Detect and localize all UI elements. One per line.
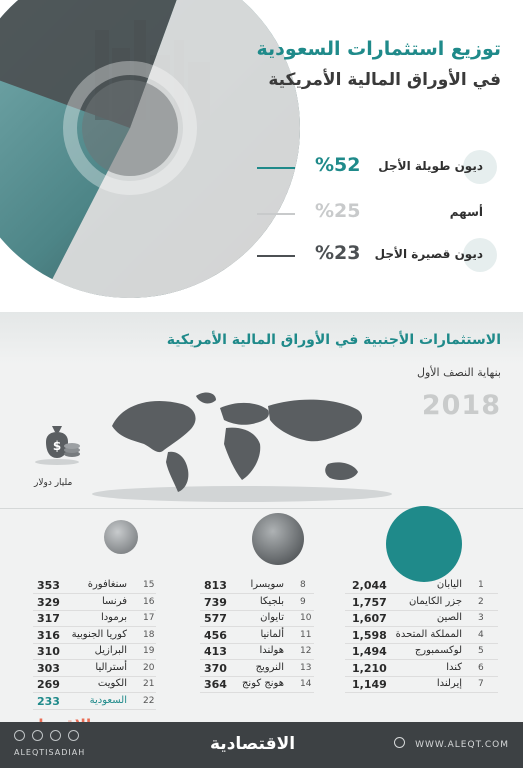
- section-title: الاستثمارات الأجنبية في الأوراق المالية الأمريكية: [166, 332, 501, 348]
- investment-value: 233: [37, 694, 60, 708]
- column-bubble-small: [104, 520, 138, 554]
- country-name: الصين: [436, 612, 462, 623]
- legend-connector-line: [257, 213, 295, 215]
- country-name: بلجيكا: [259, 595, 284, 607]
- rank-number: 21: [143, 679, 155, 689]
- footer: [0, 722, 523, 768]
- rank-number: 11: [300, 629, 312, 640]
- rank-number: 18: [143, 629, 155, 640]
- rank-number: 2: [478, 596, 484, 607]
- investment-value: 329: [37, 595, 60, 609]
- investment-value: 1,607: [352, 612, 387, 625]
- investment-value: 456: [204, 628, 227, 642]
- footer-url[interactable]: WWW.ALEQT.COM: [415, 740, 509, 750]
- legend-connector-line: [257, 255, 295, 257]
- country-name: سنغافورة: [87, 579, 127, 590]
- youtube-icon[interactable]: [68, 730, 79, 741]
- country-name: كوريا الجنوبية: [71, 628, 127, 640]
- country-name: الكويت: [97, 678, 127, 689]
- country-name: هونج كونج: [241, 678, 284, 689]
- section-divider: [0, 508, 523, 509]
- footer-logo: الاقتصادية: [210, 734, 296, 754]
- investment-value: 303: [37, 661, 60, 675]
- investment-value: 1,210: [352, 661, 387, 675]
- rank-number: 3: [478, 613, 484, 623]
- rank-number: 19: [143, 646, 155, 656]
- rank-number: 13: [300, 662, 312, 673]
- rank-number: 15: [143, 580, 155, 590]
- investment-value: 739: [204, 595, 227, 609]
- country-name: برمودا: [100, 612, 127, 623]
- country-name: المملكة المتحدة: [395, 628, 462, 640]
- table-row: [0, 578, 523, 594]
- legend-connector-line: [257, 167, 295, 169]
- table-row: [0, 628, 523, 644]
- rank-number: 22: [143, 695, 155, 706]
- legend-label: أسهم: [449, 205, 483, 219]
- legend-row-long-term-debt: [257, 150, 497, 184]
- twitter-icon[interactable]: [14, 730, 25, 741]
- investment-value: 269: [37, 678, 60, 691]
- investment-value: 1,494: [352, 645, 387, 658]
- table-row: [0, 677, 523, 693]
- legend-percent: %23: [315, 242, 361, 264]
- country-name: كندا: [446, 661, 462, 673]
- svg-text:$: $: [52, 439, 62, 453]
- investment-value: 413: [204, 645, 227, 658]
- country-name: إيرلندا: [436, 678, 462, 689]
- section-subtitle: بنهاية النصف الأول: [416, 366, 501, 379]
- country-name: ألمانيا: [260, 628, 284, 640]
- rank-number: 12: [300, 646, 312, 656]
- legend-row-stocks: [257, 196, 497, 230]
- investment-value: 1,757: [352, 595, 387, 609]
- snapchat-icon[interactable]: [50, 730, 61, 741]
- money-bag-icon: [32, 416, 86, 470]
- section-year: 2018: [421, 390, 501, 421]
- legend-percent: %25: [315, 200, 361, 222]
- investment-value: 353: [37, 579, 60, 592]
- world-map-icon: [92, 386, 392, 506]
- column-bubble-gray: [252, 513, 304, 565]
- rank-number: 5: [478, 646, 484, 656]
- table-row: [0, 611, 523, 627]
- footer-handle[interactable]: ALEQTISADIAH: [14, 748, 86, 757]
- country-name: النرويج: [255, 661, 284, 673]
- investment-value: 317: [37, 612, 60, 625]
- row-separator: [33, 709, 156, 710]
- rank-number: 10: [300, 613, 312, 623]
- legend-row-short-term-debt: [257, 238, 497, 272]
- instagram-icon[interactable]: [32, 730, 43, 741]
- country-name: سويسرا: [250, 579, 284, 590]
- investment-value: 364: [204, 678, 227, 691]
- unit-label: مليار دولار: [34, 478, 73, 488]
- title-line2: في الأوراق المالية الأمريكية: [268, 70, 501, 90]
- rank-number: 17: [143, 613, 155, 623]
- table-row: [0, 661, 523, 677]
- donut-chart: [0, 0, 300, 312]
- country-name: فرنسا: [101, 595, 127, 607]
- country-name: السعودية: [89, 694, 127, 706]
- legend-percent: %52: [315, 154, 361, 176]
- rank-number: 6: [478, 662, 484, 673]
- rank-number: 1: [478, 580, 484, 590]
- rank-number: 20: [143, 662, 155, 673]
- investment-value: 316: [37, 628, 60, 642]
- table-row: [0, 644, 523, 660]
- legend-label: ديون طويلة الأجل: [378, 159, 483, 173]
- rank-number: 9: [300, 596, 306, 607]
- investment-value: 370: [204, 661, 227, 675]
- country-name: اليابان: [436, 579, 462, 590]
- globe-icon: [394, 737, 405, 748]
- country-name: أستراليا: [95, 661, 127, 673]
- title-line1: توزيع استثمارات السعودية: [256, 38, 501, 60]
- investment-value: 1,598: [352, 628, 387, 642]
- rank-number: 16: [143, 596, 155, 607]
- donut-center: [82, 80, 178, 176]
- column-bubble-teal: [386, 506, 462, 582]
- investment-value: 310: [37, 645, 60, 658]
- country-name: تايوان: [260, 612, 284, 623]
- rank-number: 4: [478, 629, 484, 640]
- legend-label: ديون قصيرة الأجل: [374, 247, 483, 261]
- country-name: البرازيل: [94, 645, 127, 656]
- investment-value: 813: [204, 579, 227, 592]
- rank-number: 7: [478, 679, 484, 689]
- investment-value: 1,149: [352, 678, 387, 691]
- country-name: جزر الكايمان: [408, 595, 462, 607]
- country-name: هولندا: [259, 645, 284, 656]
- investment-value: 2,044: [352, 579, 387, 592]
- foreign-investment-section: [0, 312, 523, 722]
- rank-number: 8: [300, 580, 306, 590]
- investment-value: 577: [204, 612, 227, 625]
- country-name: لوكسمبورج: [414, 645, 462, 656]
- table-row: [0, 595, 523, 611]
- top-section: [0, 0, 523, 312]
- social-icons[interactable]: [14, 730, 79, 741]
- table-row: [0, 694, 523, 710]
- rank-number: 14: [300, 679, 312, 689]
